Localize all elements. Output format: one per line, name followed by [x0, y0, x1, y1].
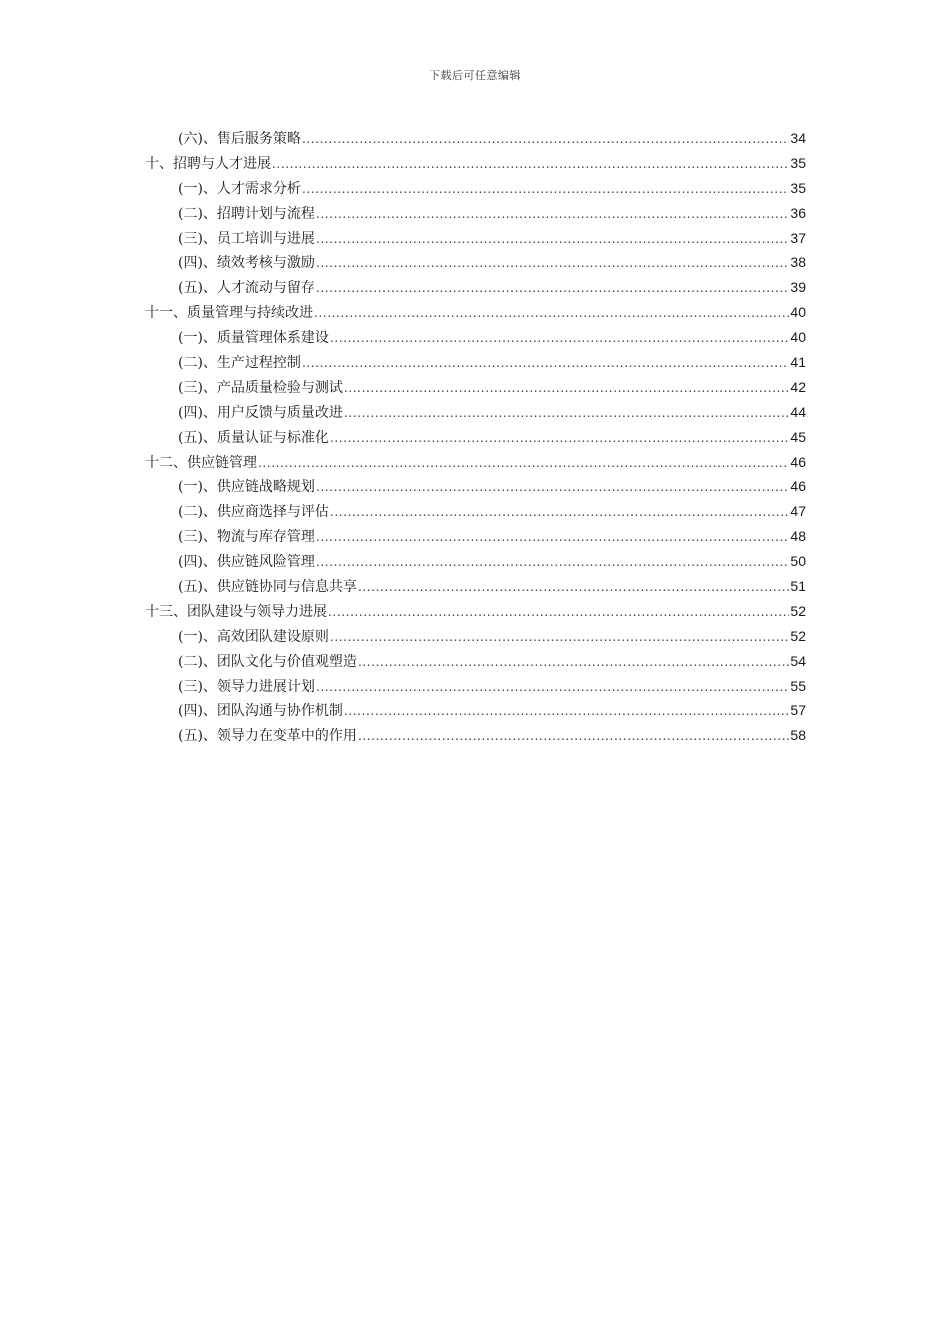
toc-entry-title: (四)、供应链风险管理	[178, 554, 315, 571]
toc-dot-leader	[314, 301, 789, 326]
toc-entry-title: 十一、质量管理与持续改进	[145, 305, 313, 322]
toc-entry-page-number: 51	[790, 578, 806, 595]
toc-section-entry[interactable]	[145, 549, 806, 574]
toc-entry-page-number: 46	[790, 478, 806, 495]
toc-dot-leader	[316, 525, 789, 550]
toc-dot-leader	[330, 625, 789, 650]
toc-entry-page-number: 52	[790, 602, 806, 619]
toc-chapter-entry[interactable]	[145, 151, 806, 176]
toc-section-entry[interactable]	[145, 226, 806, 251]
toc-entry-page-number: 54	[790, 652, 806, 669]
toc-entry-title: (六)、售后服务策略	[178, 131, 301, 147]
toc-section-entry[interactable]	[145, 400, 806, 425]
toc-chapter-entry[interactable]	[145, 450, 806, 475]
toc-dot-leader	[358, 575, 789, 600]
toc-entry-title: (四)、团队沟通与协作机制	[178, 703, 343, 720]
toc-section-entry[interactable]	[145, 624, 806, 649]
toc-entry-page-number: 48	[790, 528, 806, 545]
toc-dot-leader	[358, 724, 789, 749]
toc-section-entry[interactable]	[145, 649, 806, 674]
toc-entry-page-number: 50	[790, 553, 806, 570]
toc-entry-page-number: 39	[790, 279, 806, 296]
toc-entry-title: (五)、质量认证与标准化	[178, 429, 329, 446]
toc-entry-title: (一)、供应链战略规划	[178, 479, 315, 496]
toc-dot-leader	[330, 326, 789, 351]
toc-dot-leader	[258, 451, 789, 476]
toc-section-entry[interactable]	[145, 350, 806, 375]
toc-dot-leader	[344, 376, 789, 401]
toc-section-entry[interactable]	[145, 698, 806, 723]
toc-section-entry[interactable]	[145, 126, 806, 151]
toc-dot-leader	[330, 500, 789, 525]
toc-chapter-entry[interactable]	[145, 599, 806, 624]
toc-entry-page-number: 35	[790, 179, 806, 196]
toc-entry-page-number: 52	[790, 627, 806, 644]
toc-entry-title: (五)、供应链协同与信息共享	[178, 579, 357, 596]
toc-dot-leader	[316, 202, 789, 227]
toc-entry-page-number: 35	[790, 154, 806, 171]
toc-entry-title: (二)、团队文化与价值观塑造	[178, 653, 357, 670]
toc-dot-leader	[316, 550, 789, 575]
toc-section-entry[interactable]	[145, 474, 806, 499]
toc-entry-page-number: 42	[790, 378, 806, 395]
toc-dot-leader	[328, 600, 789, 625]
toc-entry-page-number: 40	[790, 329, 806, 346]
toc-dot-leader	[330, 426, 789, 451]
toc-entry-title: (四)、用户反馈与质量改进	[178, 404, 343, 421]
toc-dot-leader	[316, 276, 789, 301]
toc-entry-title: 十三、团队建设与领导力进展	[145, 603, 327, 620]
toc-entry-page-number: 40	[790, 304, 806, 321]
table-of-contents	[145, 126, 806, 748]
toc-entry-page-number: 38	[790, 254, 806, 271]
toc-dot-leader	[358, 650, 789, 675]
toc-entry-title: (一)、高效团队建设原则	[178, 628, 329, 645]
toc-entry-page-number: 58	[790, 727, 806, 744]
toc-entry-title: (一)、质量管理体系建设	[178, 330, 329, 347]
toc-entry-page-number: 37	[790, 229, 806, 246]
toc-dot-leader	[302, 127, 789, 152]
toc-section-entry[interactable]	[145, 275, 806, 300]
toc-entry-page-number: 41	[790, 354, 806, 371]
toc-dot-leader	[316, 227, 789, 252]
toc-entry-page-number: 34	[790, 130, 806, 146]
toc-dot-leader	[316, 251, 789, 276]
toc-entry-title: (二)、供应商选择与评估	[178, 504, 329, 521]
toc-entry-page-number: 36	[790, 204, 806, 221]
toc-entry-title: (二)、生产过程控制	[178, 355, 301, 372]
toc-section-entry[interactable]	[145, 201, 806, 226]
toc-section-entry[interactable]	[145, 176, 806, 201]
toc-entry-title: (三)、员工培训与进展	[178, 230, 315, 247]
toc-entry-page-number: 55	[790, 677, 806, 694]
toc-entry-title: 十、招聘与人才进展	[145, 155, 271, 172]
toc-dot-leader	[302, 177, 789, 202]
toc-entry-title: (三)、产品质量检验与测试	[178, 379, 343, 396]
toc-entry-page-number: 47	[790, 503, 806, 520]
toc-section-entry[interactable]	[145, 674, 806, 699]
toc-section-entry[interactable]	[145, 325, 806, 350]
toc-entry-title: (三)、领导力进展计划	[178, 678, 315, 695]
toc-dot-leader	[344, 401, 789, 426]
toc-entry-title: (一)、人才需求分析	[178, 180, 301, 197]
toc-dot-leader	[316, 675, 789, 700]
toc-dot-leader	[302, 351, 789, 376]
toc-entry-page-number: 45	[790, 428, 806, 445]
toc-section-entry[interactable]	[145, 524, 806, 549]
toc-entry-title: (四)、绩效考核与激励	[178, 255, 315, 272]
toc-entry-page-number: 46	[790, 453, 806, 470]
toc-dot-leader	[272, 152, 789, 177]
toc-section-entry[interactable]	[145, 250, 806, 275]
toc-entry-title: (五)、人才流动与留存	[178, 280, 315, 297]
toc-entry-title: 十二、供应链管理	[145, 454, 257, 471]
toc-dot-leader	[344, 699, 789, 724]
toc-entry-title: (二)、招聘计划与流程	[178, 205, 315, 222]
toc-entry-page-number: 57	[790, 702, 806, 719]
page-header-note: 下载后可任意编辑	[429, 69, 521, 82]
toc-entry-page-number: 44	[790, 403, 806, 420]
toc-dot-leader	[316, 475, 789, 500]
toc-section-entry[interactable]	[145, 574, 806, 599]
toc-entry-title: (三)、物流与库存管理	[178, 529, 315, 546]
toc-chapter-entry[interactable]	[145, 300, 806, 325]
toc-entry-title: (五)、领导力在变革中的作用	[178, 728, 357, 745]
toc-section-entry[interactable]	[145, 723, 806, 748]
toc-section-entry[interactable]	[145, 375, 806, 400]
toc-section-entry[interactable]	[145, 499, 806, 524]
toc-section-entry[interactable]	[145, 425, 806, 450]
